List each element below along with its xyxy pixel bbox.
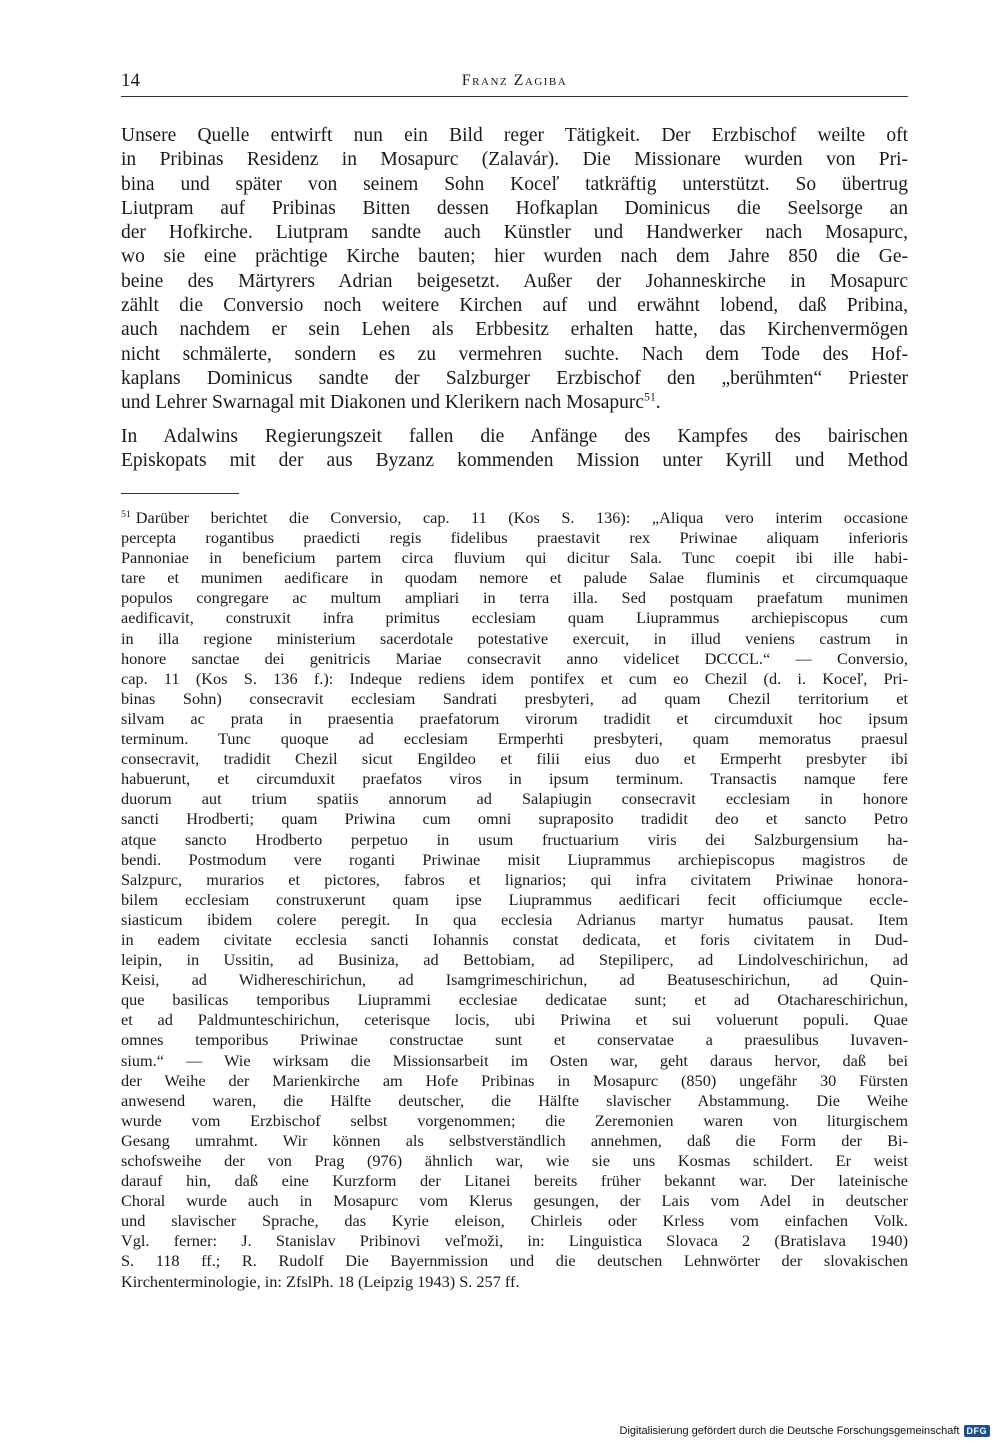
footnote-line: in illa regione ministerium sacerdotale potestative exercuit, in illud veniens castrum in bbox=[121, 628, 908, 648]
paragraph-1-line: wo sie eine prächtige Kirche bauten; hier wurden nach dem Jahre 850 die Ge- bbox=[121, 246, 908, 268]
footnote-line: $^{51}$ Darüber berichtet die Conversio, cap. 11 (Kos S. 136): „Aliqua vero interim occasione bbox=[121, 508, 908, 527]
footnote-line: Kirchenterminologie, in: ZfslPh. 18 (Leipzig 1943) S. 257 ff. bbox=[121, 1271, 520, 1291]
paragraph-1-line: nicht schmälerte, sondern es zu vermehren suchte. Nach dem Tode des Hof- bbox=[121, 343, 908, 365]
paragraph-1 bbox=[121, 124, 908, 416]
running-head: Franz Zagiba bbox=[461, 72, 568, 89]
paragraph-1-line: zählt die Conversio noch weitere Kirchen auf und erwähnt lobend, daß Pribina, bbox=[121, 295, 908, 317]
footnote-line: Pannoniae in beneficium partem circa fluvium qui dicitur Sala. Tunc coepit ibi ille habi- bbox=[121, 548, 908, 568]
footnote-line: habuerunt, et circumduxit praefatos viros in ipsum terminum. Transactis namque fere bbox=[121, 769, 908, 789]
footnote-line: sancti Hrodberti; quam Priwina cum omni supraposito tradidit deo et sancto Petro bbox=[121, 809, 908, 829]
paragraph-1-line: Liutpram auf Pribinas Bitten dessen Hofkaplan Dominicus die Seelsorge an bbox=[121, 197, 908, 219]
footnote-line: honore sanctae dei genitricis Mariae consecravit anno videlicet DCCCL.“ — Conversio, bbox=[121, 648, 908, 668]
footnote-line: terminum. Tunc quoque ad ecclesiam Ermperhti presbyteri, quam memoratus praesul bbox=[121, 729, 908, 749]
footnote-51 bbox=[121, 508, 908, 1292]
paragraph-1-line: Unsere Quelle entwirft nun ein Bild reger Tätigkeit. Der Erzbischof weilte oft bbox=[121, 125, 908, 146]
footnote-line: omnes temporibus Priwinae constructae sunt et conservatae a praesulibus Iuvaven- bbox=[121, 1030, 908, 1050]
footnote-line: bendi. Postmodum vere roganti Priwinae misit Liuprammus archiepiscopus magistros de bbox=[121, 849, 908, 869]
footnote-line: in eadem civitate ecclesia sancti Iohannis constat dedicata, et foris civitatem in Dud- bbox=[121, 929, 908, 949]
footnote-line: bilem ecclesiam construxerunt quam ipse Liuprammus aedificari fecit officiumque eccle- bbox=[121, 889, 908, 909]
footnote-line: cap. 11 (Kos S. 136 f.): Indeque rediens idem pontifex et cum eo Chezil (d. i. Koceľ, Pri- bbox=[121, 668, 908, 688]
footnote-rule bbox=[121, 493, 239, 494]
paragraph-1-line: bina und später von seinem Sohn Koceľ tatkräftig unterstützt. So übertrug bbox=[121, 173, 908, 195]
footnote-line: und slavischer Sprache, das Kyrie eleison, Chirleis oder Krless vom einfachen Volk. bbox=[121, 1211, 908, 1231]
footnote-line: aedificavit, construxit infra primitus ecclesiam quam Liuprammus archiepiscopus cum bbox=[121, 608, 908, 628]
paragraph-1-line: und Lehrer Swarnagal mit Diakonen und Klerikern nach Mosapurc$^{51}$. bbox=[121, 390, 661, 414]
paragraph-2-line: In Adalwins Regierungszeit fallen die Anfänge des Kampfes des bairischen bbox=[121, 425, 908, 447]
footnote-line: silvam ac prata in praesentia praefatorum virorum tradidit et circumduxit hoc ipsum bbox=[121, 708, 908, 728]
page-footer bbox=[620, 1425, 990, 1437]
paragraph-1-line: in Pribinas Residenz in Mosapurc (Zalavár). Die Missionare wurden von Pri- bbox=[121, 149, 908, 171]
footnote-line: Choral wurde auch in Mosapurc vom Klerus gesungen, der Lais vom Adel in deutscher bbox=[121, 1191, 908, 1211]
footnote-line: duorum aut trium spatiis annorum ad Salapiugin consecravit ecclesiam in honore bbox=[121, 789, 908, 809]
footnote-line: Keisi, ad Widhereschirichun, ad Isamgrimeschirichun, ad Beatuseschirichun, ad Quin- bbox=[121, 970, 908, 990]
paragraph-1-line: kaplans Dominicus sandte der Salzburger Erzbischof den „berühmten“ Priester bbox=[121, 367, 908, 389]
funding-credit: Digitalisierung gefördert durch die Deutsche Forschungsgemeinschaft bbox=[619, 1425, 960, 1437]
page-header bbox=[121, 70, 908, 97]
footnote-line: Salzpurc, murarios et pictores, fabros et lignarios; qui infra civitatem Priwinae honora- bbox=[121, 869, 908, 889]
paragraph-1-line: beine des Märtyrers Adrian beigesetzt. Außer der Johanneskirche in Mosapurc bbox=[121, 270, 908, 292]
footnote-line: sium.“ — Wie wirksam die Missionsarbeit im Osten war, geht daraus hervor, daß bei bbox=[121, 1050, 908, 1070]
dfg-logo: DFG bbox=[964, 1425, 991, 1437]
paragraph-2-line: Episkopats mit der aus Byzanz kommenden Mission unter Kyrill und Method bbox=[121, 449, 908, 471]
footnote-line: S. 118 ff.; R. Rudolf Die Bayernmission und die deutschen Lehnwörter der slovakischen bbox=[121, 1251, 908, 1271]
footnote-line: schofsweihe der von Prag (976) ähnlich war, wie sie uns Kosmas schildert. Er weist bbox=[121, 1151, 908, 1170]
footnote-ref-51[interactable]: 51 bbox=[644, 390, 656, 404]
footnote-line: percepta rogantibus praedicti regis fidelibus praestavit rex Priwinae aliquam inferioris bbox=[121, 528, 908, 548]
paragraph-1-end: . bbox=[655, 392, 661, 414]
footnote-line: et ad Paldmunteschirichun, ceterisque locis, ubi Priwina et sui voluerunt populi. Quae bbox=[121, 1010, 908, 1030]
paragraph-1-line: der Hofkirche. Liutpram sandte auch Künstler und Handwerker nach Mosapurc, bbox=[121, 222, 908, 244]
footnote-line: der Weihe der Marienkirche am Hofe Pribinas in Mosapurc (850) ungefähr 30 Fürsten bbox=[121, 1070, 908, 1090]
footnote-line: darauf hin, daß eine Kurzform der Litanei bereits früher bekannt war. Der lateinische bbox=[121, 1171, 908, 1191]
footnote-line: Gesang umrahmt. Wir können als selbstverständlich annehmen, daß die Form der Bi- bbox=[121, 1130, 908, 1150]
footnote-line: tare et munimen aedificare in quodam nemore et palude Salae fluminis et circumquaque bbox=[121, 568, 908, 588]
page-number: 14 bbox=[121, 70, 140, 91]
footnote-line: wurde vom Erzbischof selbst vorgenommen; die Zeremonien waren von liturgischem bbox=[121, 1110, 908, 1130]
footnote-line: binas Sohn) consecravit ecclesiam Sandrati presbyteri, ad quam Chezil territorium et bbox=[121, 688, 908, 708]
main-text bbox=[121, 124, 908, 473]
footnote-line: populos congregare ac multum ampliari in terra illa. Sed postquam praefatum munimen bbox=[121, 588, 908, 608]
footnote-marker: 51 bbox=[121, 508, 131, 520]
footnote-line: Vgl. ferner: J. Stanislav Pribinovi veľmoži, in: Linguistica Slovaca 2 (Bratislava 1940) bbox=[121, 1231, 908, 1251]
footnote-line: consecravit, tradidit Chezil sicut Engildeo et filii eius duo et Ermperht presbyter ibi bbox=[121, 749, 908, 769]
footnote-line: anwesend waren, die Hälfte deutscher, die Hälfte slavischer Abstammung. Die Weihe bbox=[121, 1090, 908, 1110]
paragraph-1-line: auch nachdem er sein Lehen als Erbbesitz erhalten hatte, das Kirchenvermögen bbox=[121, 319, 908, 341]
footnote-line: atque sancto Hrodberto perpetuo in usum fructuarium viris dei Salzburgensium ha- bbox=[121, 829, 908, 849]
footnote-line: siasticum ibidem colere peregit. In qua ecclesia Adrianus martyr humatus pausat. Item bbox=[121, 909, 908, 929]
footnote-line: que basilicas temporibus Liuprammi ecclesiae dedicatae sunt; et ad Otachareschirichun, bbox=[121, 990, 908, 1010]
footnote-line: leipin, in Ussitin, ad Businiza, ad Bettobiam, ad Stepiliperc, ad Lindolveschirichun, ad bbox=[121, 950, 908, 970]
paragraph-2 bbox=[121, 425, 908, 474]
